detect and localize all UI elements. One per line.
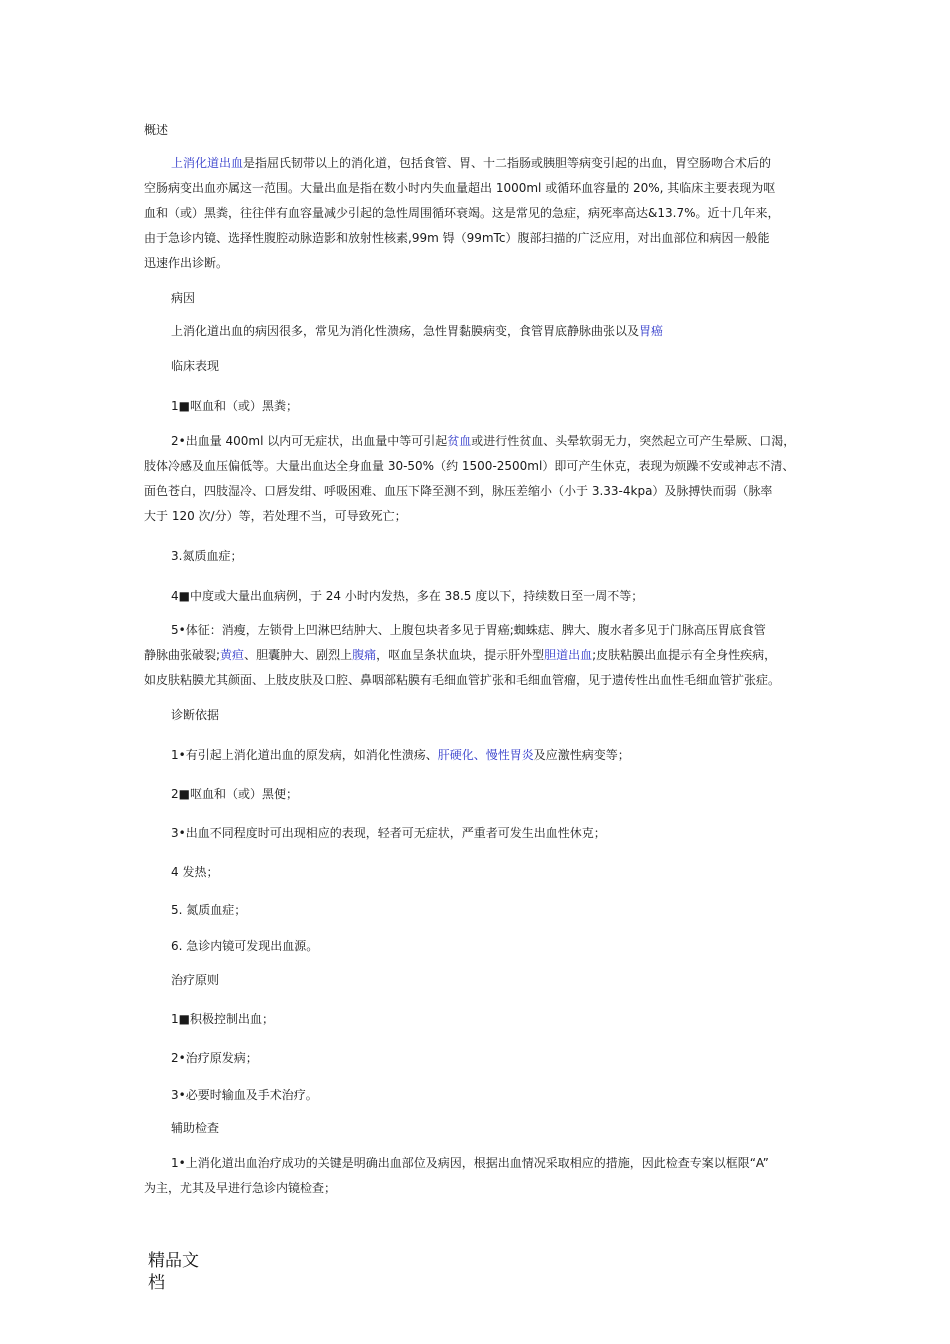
clinical-text: ，呕血呈条状血块，提示肝外型 xyxy=(376,648,545,662)
overview-line-3: 血和（或）黑粪，往往伴有血容量减少引起的急性周围循环衰竭。这是常见的急症，病死率高达&13.7%。近十几年来， xyxy=(144,206,780,220)
clinical-item-2-line-2: 肢体冷感及血压偏低等。大量出血达全身血量 30-50%（约 1500-2500ml）即可产生休克，表现为烦躁不安或神志不清、 xyxy=(144,459,795,473)
diagnosis-item-4: 4 发热； xyxy=(171,865,219,879)
clinical-item-5-line-2 xyxy=(144,647,776,663)
exam-item-1-line-2: 为主，尤其及早进行急诊内镜检查； xyxy=(144,1181,337,1195)
overview-line-1 xyxy=(171,155,771,171)
clinical-item-5-line-3: 如皮肤粘膜尤其颜面、上肢皮肤及口腔、鼻咽部粘膜有毛细血管扩张和毛细血管瘤，见于遗传性出血性毛细血管扩张症。 xyxy=(144,673,781,687)
clinical-item-2-line-3: 面色苍白，四肢湿冷、口唇发绀、呼吸困难、血压下降至测不到，脉压差缩小（小于 3.33-4kpa）及脉搏快而弱（脉率 xyxy=(144,484,773,498)
clinical-text: 2•出血量 400ml 以内可无症状，出血量中等可引起 xyxy=(171,434,448,448)
cause-line xyxy=(171,323,663,339)
diagnosis-item-6: 6. 急诊内镜可发现出血源。 xyxy=(171,939,319,953)
overview-line-5: 迅速作出诊断。 xyxy=(144,256,229,270)
treatment-item-3: 3•必要时输血及手术治疗。 xyxy=(171,1088,318,1102)
cause-text: 上消化道出血的病因很多，常见为消化性溃疡，急性胃黏膜病变，食管胃底静脉曲张以及 xyxy=(171,324,640,338)
diagnosis-separator: 、 xyxy=(473,748,486,762)
link-biliary-bleeding[interactable]: 胆道出血 xyxy=(544,648,593,662)
diagnosis-item-1 xyxy=(171,747,630,763)
clinical-text: ;皮肤粘膜出血提示有全身性疾病， xyxy=(592,648,777,662)
heading-exam: 辅助检查 xyxy=(171,1121,220,1135)
link-anemia[interactable]: 贫血 xyxy=(447,434,472,448)
overview-text: 是指屈氏韧带以上的消化道，包括食管、胃、十二指肠或胰胆等病变引起的出血，胃空肠吻合术后的 xyxy=(243,156,772,170)
heading-diagnosis: 诊断依据 xyxy=(171,708,220,722)
clinical-text: 或进行性贫血、头晕软弱无力，突然起立可产生晕厥、口渴， xyxy=(471,434,796,448)
link-jaundice[interactable]: 黄疸 xyxy=(220,648,245,662)
heading-treatment: 治疗原则 xyxy=(171,973,220,987)
diagnosis-text: 及应激性病变等； xyxy=(533,748,630,762)
link-chronic-gastritis[interactable]: 慢性胃炎 xyxy=(485,748,534,762)
exam-item-1-line-1: 1•上消化道出血治疗成功的关键是明确出血部位及病因，根据出血情况采取相应的措施，因此检查专案以框限“A” xyxy=(171,1156,769,1170)
link-upper-gi-bleeding[interactable]: 上消化道出血 xyxy=(171,156,244,170)
treatment-item-1: 1■积极控制出血； xyxy=(171,1012,274,1026)
footer-line-1: 精品文 xyxy=(148,1251,199,1271)
heading-cause: 病因 xyxy=(171,291,196,305)
clinical-text: 、胆囊肿大、剧烈上 xyxy=(244,648,353,662)
clinical-item-2-line-4: 大于 120 次/分）等，若处理不当，可导致死亡； xyxy=(144,509,407,523)
footer-watermark xyxy=(148,1250,199,1294)
clinical-item-5-line-1: 5•体征：消瘦，左锁骨上凹淋巴结肿大、上腹包块者多见于胃癌;蜘蛛痣、脾大、腹水者多见于门脉高压胃底食管 xyxy=(171,623,766,637)
link-cirrhosis[interactable]: 肝硬化 xyxy=(437,748,474,762)
footer-line-2: 档 xyxy=(148,1273,165,1293)
overview-line-4: 由于急诊内镜、选择性腹腔动脉造影和放射性核素,99m 锝（99mTc）腹部扫描的广泛应用，对出血部位和病因一般能 xyxy=(144,231,770,245)
diagnosis-item-3: 3•出血不同程度时可出现相应的表现，轻者可无症状，严重者可发生出血性休克； xyxy=(171,826,606,840)
diagnosis-item-5: 5. 氮质血症； xyxy=(171,903,247,917)
clinical-item-3: 3.氮质血症； xyxy=(171,549,243,563)
link-gastric-cancer[interactable]: 胃癌 xyxy=(639,324,664,338)
link-abdominal-pain[interactable]: 腹痛 xyxy=(352,648,377,662)
clinical-text: 静脉曲张破裂; xyxy=(144,648,221,662)
overview-line-2: 空肠病变出血亦属这一范围。大量出血是指在数小时内失血量超出 1000ml 或循环血容量的 20%, 其临床主要表现为呕 xyxy=(144,181,776,195)
clinical-item-1: 1■呕血和（或）黑粪； xyxy=(171,399,298,413)
clinical-item-4: 4■中度或大量出血病例，于 24 小时内发热，多在 38.5 度以下，持续数日至一周不等； xyxy=(171,589,644,603)
heading-overview: 概述 xyxy=(144,123,169,137)
clinical-item-2-line-1 xyxy=(171,433,795,449)
diagnosis-text: 1•有引起上消化道出血的原发病，如消化性溃疡、 xyxy=(171,748,438,762)
diagnosis-item-2: 2■呕血和（或）黑便； xyxy=(171,787,298,801)
treatment-item-2: 2•治疗原发病； xyxy=(171,1051,258,1065)
heading-clinical: 临床表现 xyxy=(171,359,220,373)
